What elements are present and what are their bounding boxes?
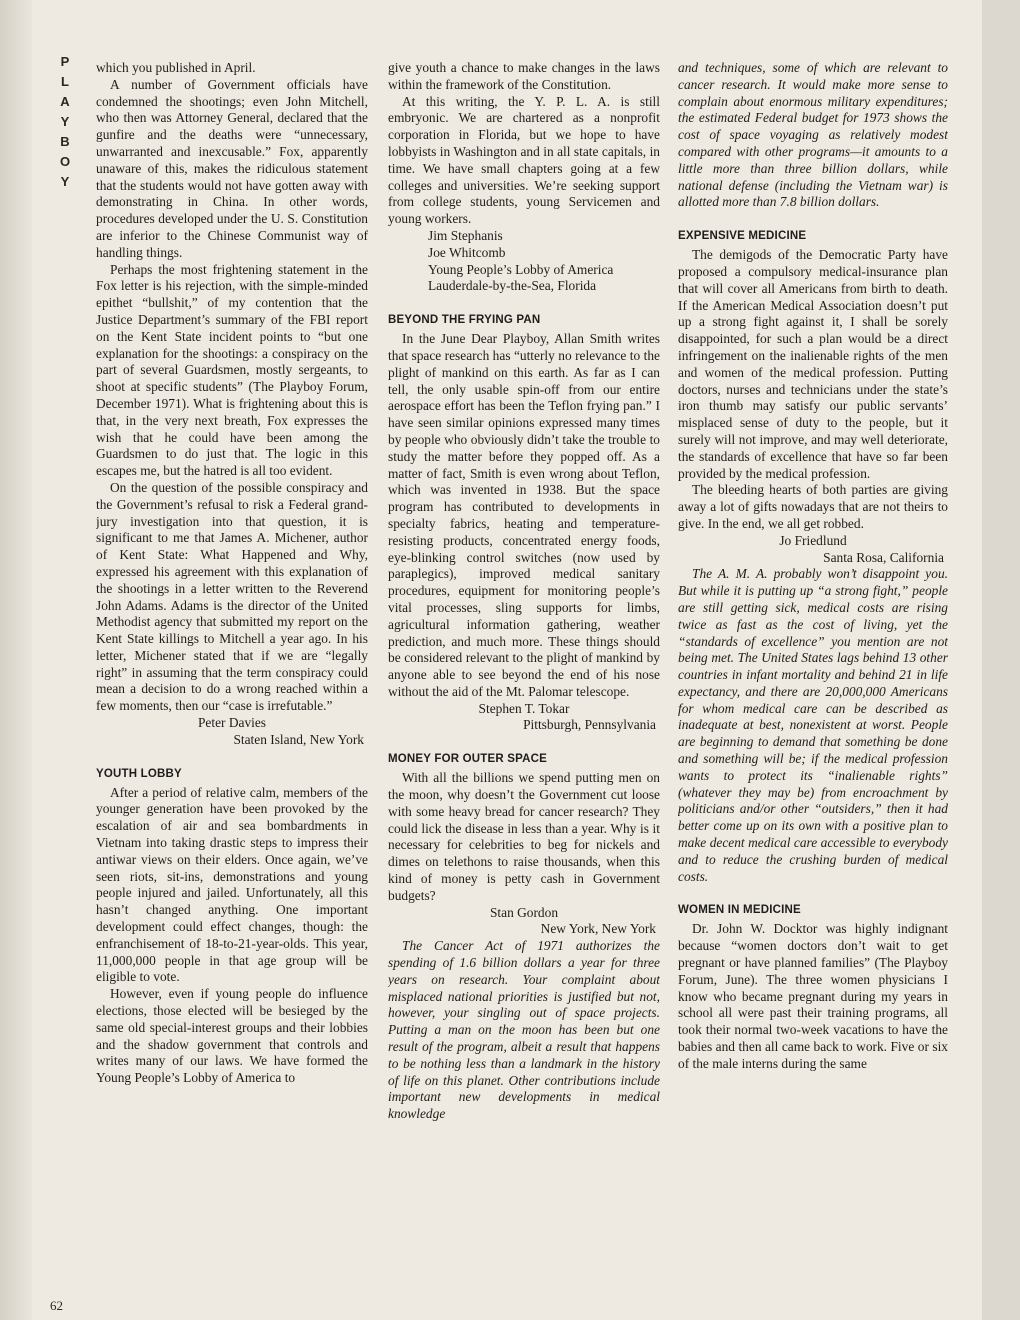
- letter-paragraph: However, even if young people do influence elections, those elected will be besieged by the same old special-interest groups and their lobbies and the shadow government that controls and writes many of our laws. We have formed the Young People’s Lobby of America to: [96, 986, 368, 1086]
- masthead-letter: L: [61, 74, 69, 89]
- letter-paragraph: With all the billions we spend putting men on the moon, why doesn’t the Government cut loose with some heavy bread for cancer research? They could lick the disease in less than a year. Why is it necessary for celebrities to beg for nickels and dimes on telethons to raise thousands, when this kind of money is petty cash in Government budgets?: [388, 770, 660, 903]
- masthead-letter: Y: [60, 174, 70, 189]
- letter-signature: Santa Rosa, California: [823, 549, 944, 565]
- letter-signature: Pittsburgh, Pennsylvania: [523, 717, 656, 733]
- letter-signature: Stephen T. Tokar: [478, 700, 570, 716]
- column-1: [96, 60, 368, 1260]
- masthead-letter: B: [60, 134, 70, 149]
- column-3: [678, 60, 948, 1260]
- letter-paragraph: Perhaps the most frightening statement in the Fox letter is his rejection, with the simple-minded epithet “bullshit,” of my contention that the Justice Department’s summary of the FBI report on the Kent State incident points to “but one explanation for the shootings: a conspiracy on the part of several Guardsmen, mostly sergeants, to shoot at specific students” (The Playboy Forum, December 1971). What is frightening about this is that, in the very next breath, Fox expresses the wish that he could have been among the Guardsmen to do just that. The logic in this escapes me, but the hatred is all too evident.: [96, 261, 368, 479]
- section-heading: EXPENSIVE MEDICINE: [678, 230, 807, 243]
- playboy-masthead: [54, 52, 76, 192]
- masthead-letter: O: [59, 154, 71, 169]
- letter-signature: Peter Davies: [197, 715, 267, 731]
- letter-signature: Young People’s Lobby of America: [428, 261, 614, 277]
- letter-signature: Lauderdale-by-the-Sea, Florida: [428, 278, 597, 294]
- section-heading: WOMEN IN MEDICINE: [678, 904, 801, 917]
- letter-signature: Staten Island, New York: [233, 731, 364, 747]
- letter-paragraph: The demigods of the Democratic Party have proposed a compulsory medical-insurance plan that will cover all Americans from birth to death. If the American Medical Association doesn’t put up a strong fight against it, I shall be sorely disappointed, for such a plan would be a direct infringement on the inalienable rights of the men and women of the medical profession. Putting doctors, nurses and technicians under the state’s iron thumb may satisfy our public servants’ misplaced sense of duty to the people, but it surely will not improve, and may well deteriorate, the standards of excellence that have so far been provided by the medical profession.: [678, 247, 948, 481]
- editor-reply: The A. M. A. probably won’t disappoint you. But while it is putting up “a strong fight,” people are still getting sick, medical costs are rising twice as fast as the cost of living, yet the “standards of excellence” you mention are not being met. The United States lags behind 13 other countries in infant mortality and behind 21 in life expectancy, and there are 20,000,000 Americans for whom medical care can be described as inadequate at best, nonexistent at worst. People are beginning to demand that something be done and something will be; if the medical profession wants to protect its “inalienable rights” (whatever they may be) from encroachment by politicians and/or other “outsiders,” then it had better come up on its own with a positive plan to make decent medical care accessible to everybody and to reduce the crushing burden of medical costs.: [678, 566, 948, 884]
- editor-reply: The Cancer Act of 1971 authorizes the spending of 1.6 billion dollars a year for three years on research. Your complaint about misplaced national priorities is justified but not, however, your singling out of space projects. Putting a man on the moon has been but one result of the program, albeit a result that happens to be nothing less than a landmark in the history of life on this planet. Other contributions include important new developments in medical knowledge: [388, 938, 660, 1122]
- page-number: 62: [50, 1298, 63, 1313]
- masthead-letter: P: [60, 54, 70, 69]
- page-right-margin: [982, 0, 1020, 1320]
- column-2: [388, 60, 660, 1260]
- letter-signature: Joe Whitcomb: [428, 244, 506, 260]
- letter-paragraph: Dr. John W. Docktor was highly indignant because “women doctors don’t wait to get pregnant or have planned families” (The Playboy Forum, June). The three women physicians I know who became pregnant during my years in school all were past their training programs, all took their normal two-week vacations to have the babies and then all came back to work. Five or six of the male interns during the same: [678, 921, 948, 1071]
- letter-paragraph: In the June Dear Playboy, Allan Smith writes that space research has “utterly no relevance to the plight of mankind on this earth. As far as I can tell, the only usable spin-off from our entire aerospace effort has been the Teflon frying pan.” I have seen similar opinions expressed many times by people who obviously didn’t take the trouble to study the matter before they popped off. As a matter of fact, Smith is even wrong about Teflon, which was invented in 1938. But the space program has contributed to developments in specialty fabrics, heating and temperature-resisting products, concentrated energy foods, eye-blinking control switches (now used by paraplegics), improved medical sanitary procedures, equipment for monitoring people’s vital processes, sling supports for limbs, agricultural information gathering, weather prediction, and much more. These things should be considered relevant to the plight of mankind by anyone able to see beyond the end of his nose without the aid of the Mt. Palomar telescope.: [388, 331, 660, 699]
- letter-paragraph: which you published in April.: [96, 60, 256, 75]
- letter-signature: Jim Stephanis: [428, 227, 503, 243]
- masthead-letter: A: [60, 94, 70, 109]
- letter-signature: Jo Friedlund: [779, 532, 847, 548]
- section-heading: MONEY FOR OUTER SPACE: [388, 753, 548, 766]
- section-heading: YOUTH LOBBY: [96, 767, 182, 780]
- editor-reply: and techniques, some of which are relevant to cancer research. It would make more sense to complain about enormous military expenditures; the estimated Federal budget for 1973 shows the cost of space voyaging as relatively modest compared with other programs—it amounts to a little more than three billion dollars, while national defense (including the Vietnam war) is allotted more than 7.8 billion dollars.: [678, 60, 948, 210]
- section-heading: BEYOND THE FRYING PAN: [388, 314, 541, 327]
- letter-paragraph: After a period of relative calm, members of the younger generation have been provoked by the escalation of air and sea bombardments in Vietnam into taking drastic steps to impress their antiwar views on their elders. Once again, we’ve seen riots, sit-ins, demonstrations and young people injured and jailed. Unfortunately, all this hasn’t changed anything. One important development could effect changes, though: the enfranchisement of 18-to-21-year-olds. This year, 11,000,000 people in that age group will be eligible to vote.: [96, 784, 368, 985]
- masthead-letter: Y: [60, 114, 70, 129]
- letter-paragraph: On the question of the possible conspiracy and the Government’s refusal to risk a Federal grand-jury investigation into that question, it is significant to me that James A. Michener, author of Kent State: What Happened and Why, expressed his agreement with this explanation of the shootings in a letter written to the Reverend John Adams. Adams is the director of the United Methodist agency that submitted my report on the Kent State killings to Mitchell a year ago. In his letter, Michener stated that if we are “legally right” in assuming that the term conspiracy could mean a decision to do a wrong reached within a few moments, then our “case is irrefutable.”: [96, 479, 368, 714]
- letter-paragraph: The bleeding hearts of both parties are giving away a lot of gifts nowadays that are not theirs to give. In the end, we all get robbed.: [678, 482, 948, 531]
- letter-signature: New York, New York: [540, 921, 656, 937]
- page-gutter: [0, 0, 32, 1320]
- letter-signature: Stan Gordon: [489, 904, 559, 920]
- letter-paragraph: A number of Government officials have condemned the shootings; even John Mitchell, who then was Attorney General, declared that the gunfire and the deaths were “unnecessary, unwarranted and inexcusable.” Fox, apparently unaware of this, makes the ridiculous statement that the students would not have gotten away with demonstrating in China. In other words, procedures developed under the U. S. Constitution are inferior to the Chinese Communist way of handling things.: [96, 76, 368, 260]
- letter-paragraph: give youth a chance to make changes in the laws within the framework of the Constitution.: [388, 60, 660, 92]
- letter-paragraph: At this writing, the Y. P. L. A. is still embryonic. We are chartered as a nonprofit corporation in Florida, but we hope to have lobbyists in Washington and in all state capitals, in time. We have small chapters going at a few colleges and universities. We’re seeking support from college students, young Servicemen and young workers.: [388, 93, 660, 227]
